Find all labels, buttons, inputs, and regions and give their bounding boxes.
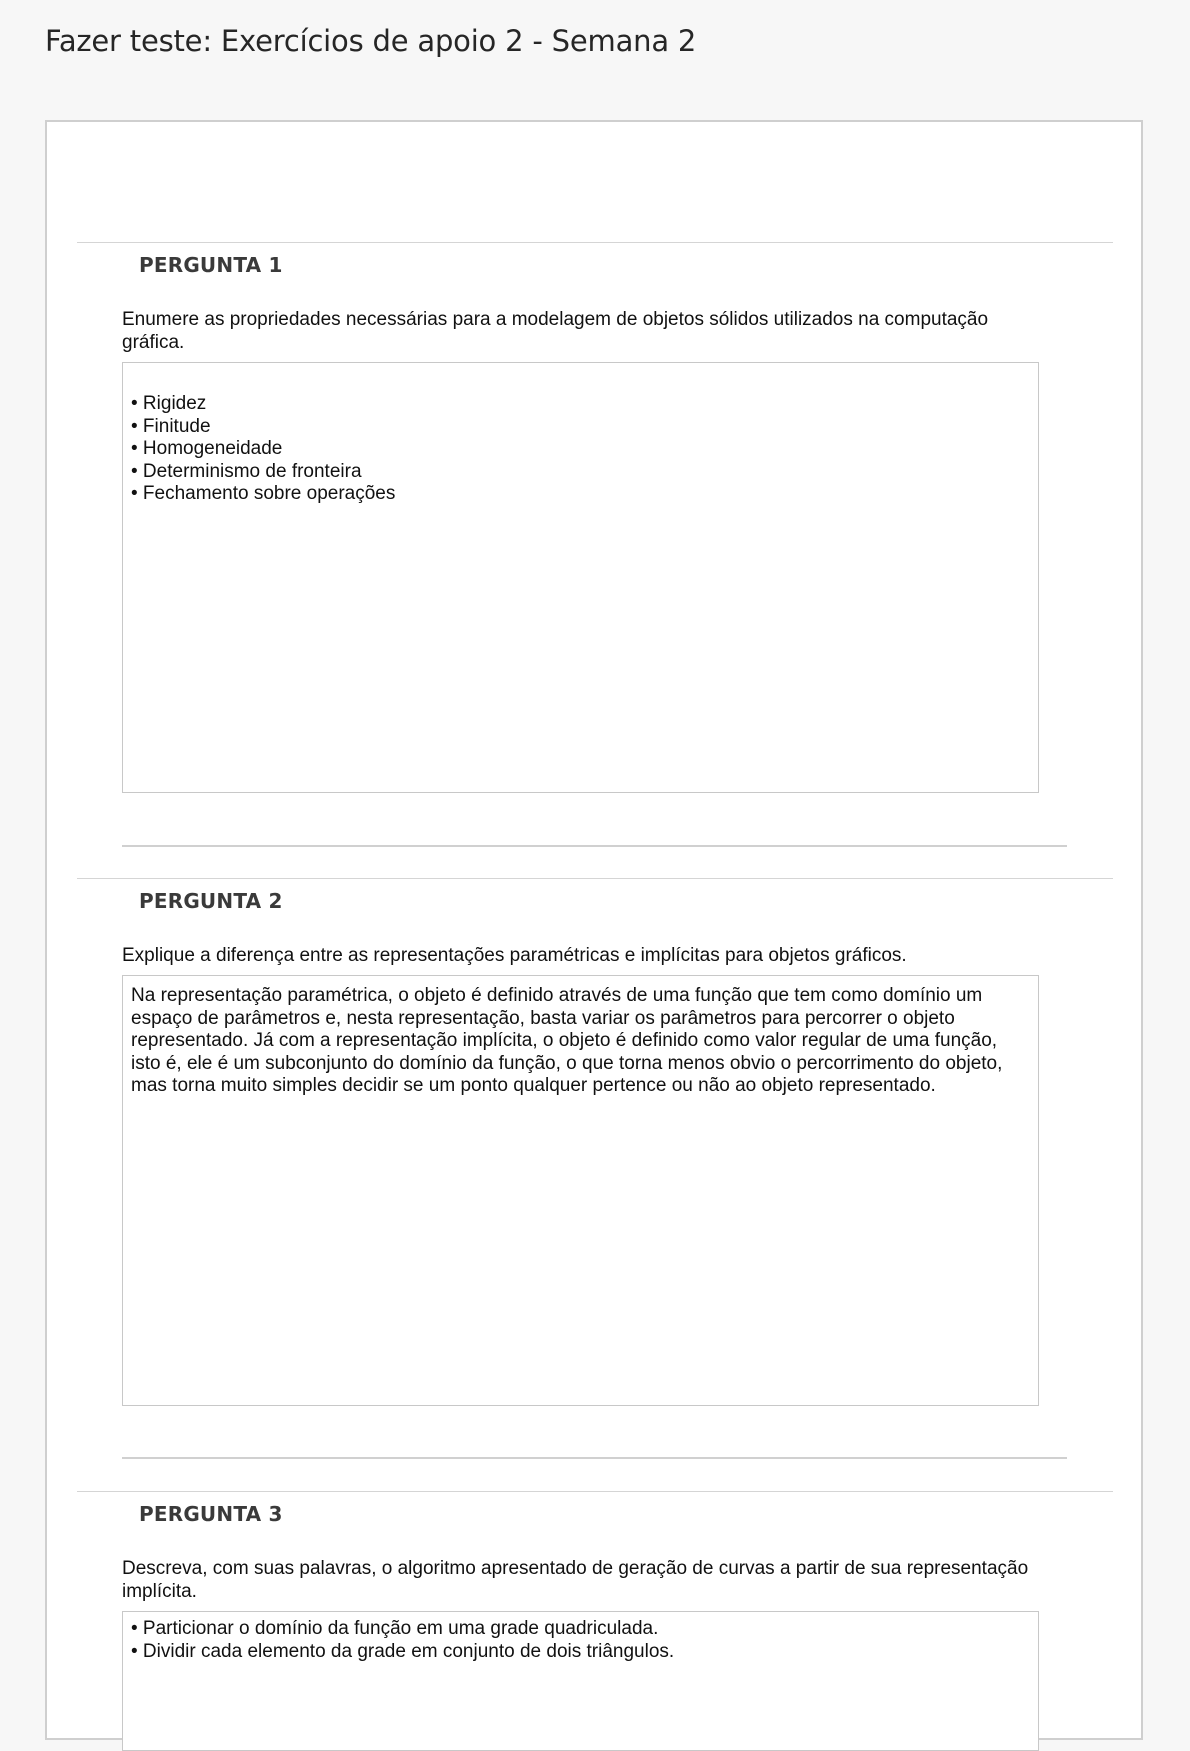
answer-line: • Rigidez (131, 393, 207, 414)
question-divider (77, 1491, 1113, 1492)
question-bottom-divider (122, 1457, 1067, 1459)
question-1 (77, 242, 1113, 882)
answer-line: • Finitude (131, 415, 211, 437)
answer-text: Na representação paramétrica, o objeto é definido através de uma função que tem como domínio um espaço de parâmetros e, nesta representação, basta variar os parâmetros para percorrer o objeto representado. Já com a representação implícita, o objeto é definido como valor regular de uma função, isto é, ele é um subconjunto do domínio da função, o que torna menos obvio o percorrimento do objeto, mas torna muito simples decidir se um ponto qualquer pertence ou não ao objeto representado. (131, 985, 1003, 1096)
answer-line: • Homogeneidade (131, 438, 283, 459)
answer-textarea[interactable] (122, 1611, 1039, 1751)
question-label: PERGUNTA 3 (139, 1502, 283, 1526)
question-label: PERGUNTA 2 (139, 889, 283, 913)
question-2 (77, 878, 1113, 1492)
question-label: PERGUNTA 1 (139, 253, 283, 277)
answer-line: • Particionar o domínio da função em uma grade quadriculada. (131, 1618, 659, 1639)
question-3 (77, 1491, 1113, 1751)
answer-line: • Fechamento sobre operações (131, 483, 396, 504)
question-divider (77, 242, 1113, 243)
question-prompt: Enumere as propriedades necessárias para a modelagem de objetos sólidos utilizados na computação gráfica. (122, 309, 989, 353)
question-divider (77, 878, 1113, 879)
page-title: Fazer teste: Exercícios de apoio 2 - Semana 2 (45, 24, 697, 58)
question-prompt: Descreva, com suas palavras, o algoritmo apresentado de geração de curvas a partir de sua representação implícita. (122, 1558, 1029, 1602)
answer-line: • Dividir cada elemento da grade em conjunto de dois triângulos. (131, 1640, 675, 1662)
answer-textarea[interactable] (122, 362, 1039, 793)
question-prompt: Explique a diferença entre as representações paramétricas e implícitas para objetos gráficos. (122, 945, 907, 966)
answer-line: • Determinismo de fronteira (131, 460, 362, 482)
test-panel (45, 120, 1143, 1740)
answer-textarea[interactable] (122, 975, 1039, 1406)
question-bottom-divider (122, 845, 1067, 847)
